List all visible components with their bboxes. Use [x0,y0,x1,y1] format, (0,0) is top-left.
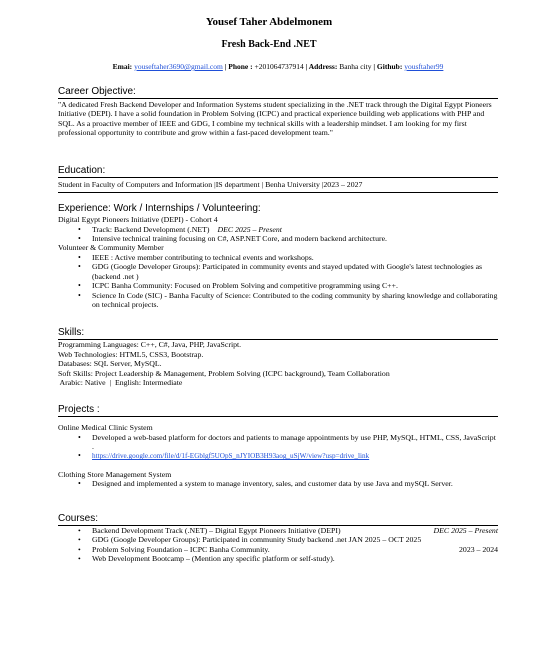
project-name-clinic: Online Medical Clinic System [58,423,153,432]
email-label: Emai: [112,62,133,71]
skills-section [58,327,498,388]
project-desc-clothing: • Designed and implemented a system to manage inventory, sales, and customer data by use Java and mySQL Server. [58,479,498,488]
course-date-icpc: 2023 – 2024 [459,544,498,554]
address-value: Banha city [339,62,372,71]
skills-line-languages-spoken: Arabic: Native | English: Intermediate [58,378,183,388]
skills-line-soft: Soft Skills: Project Leadership & Management, Problem Solving (ICPC background), Team Collaboration [58,368,390,378]
course-item-bootcamp: • Web Development Bootcamp – (Mention any specific platform or self-study). [58,554,498,563]
course-item-icpc: • Problem Solving Foundation – ICPC Banha Community. 2023 – 2024 [58,545,498,554]
education-section [58,165,498,193]
objective-heading: Career Objective: [58,86,136,97]
experience-section [58,203,498,309]
project-link-clinic[interactable]: https://drive.google.com/file/d/1f-EGblgf5UOpS_nJYIOB3H93aog_uSjW/view?usp=drive_link [92,452,370,461]
experience-heading: Experience: Work / Internships / Volunteering: [58,203,261,214]
objective-text: "A dedicated Fresh Backend Developer and Information Systems student specializing in the .NET track through the Digital Egypt Pioneers Initiative (DEPI). I have a solid foundation in Problem Solving (ICPC) and practical experience building web applications with PHP and SQL. As a proactive member of IEEE and GDG, I combine my technical skills with a leadership mindset. I am looking for my first professional opportunity to contribute and grow within a fast-paced development team." [58,100,492,138]
projects-heading: Projects : [58,404,100,415]
skills-line-databases: Databases: SQL Server, MySQL. [58,359,162,369]
candidate-name: Yousef Taher Abdelmonem [205,16,333,28]
experience-item-sic: • Science In Code (SIC) - Banha Faculty of Science: Contributed to the coding community by sharing knowledge and collaborating on technical projects. [58,291,498,310]
email-link[interactable]: youseftaher3690@gmail.com [134,62,223,71]
experience-org-depi: Digital Egypt Pioneers Initiative (DEPI) - Cohort 4 [58,215,218,224]
skills-heading: Skills: [58,327,85,338]
experience-item-ieee: • IEEE : Active member contributing to technical events and workshops. [58,253,498,262]
course-item-depi: • Backend Development Track (.NET) – Digital Egypt Pioneers Initiative (DEPI) DEC 2025 – Present [58,526,498,535]
contact-line: Emai: youseftaher3690@gmail.com | Phone : +201064737914 | Address: Banha city | Github: yousftaher99 [112,62,444,71]
education-line: Student in Faculty of Computers and Information |IS department | Benha University |2023 – 2027 [58,180,363,189]
experience-item-track: • Track: Backend Development (.NET) DEC 2025 – Present [58,225,498,234]
projects-section [58,404,498,489]
job-title: Fresh Back-End .NET [221,39,317,50]
project-name-clothing: Clothing Store Management System [58,469,172,479]
skills-line-languages: Programming Languages: C++, C#, Java, PHP, JavaScript. [58,340,242,349]
course-item-gdg: • GDG (Google Developer Groups): Participated in community Study backend .net JAN 2025 – OCT 2025 [58,535,498,544]
courses-section [58,513,498,564]
course-date-depi: DEC 2025 – Present [433,526,498,535]
github-link[interactable]: yousftaher99 [404,62,444,71]
experience-track-date: DEC 2025 – Present [217,224,282,234]
experience-item-gdg: • GDG (Google Developer Groups): Participated in community events and stayed updated with Google's latest technologies as (backend .net ) [58,262,498,281]
experience-org-volunteer: Volunteer & Community Member [58,243,164,253]
skills-line-web: Web Technologies: HTML5, CSS3, Bootstrap. [58,349,204,359]
objective-section [58,86,498,138]
education-heading: Education: [58,165,106,176]
phone-label: Phone : [228,62,253,71]
project-link-item [58,451,498,461]
experience-item-icpc: • ICPC Banha Community: Focused on Problem Solving and competitive programming using C++. [58,281,498,290]
project-desc-clinic: • Developed a web-based platform for doctors and patients to manage appointments by use PHP, MySQL, HTML, CSS, JavaScript . [58,433,498,452]
courses-heading: Courses: [58,513,99,524]
experience-item-training: • Intensive technical training focusing on C#, ASP.NET Core, and modern backend architecture. [58,234,498,243]
address-label: Address: [308,62,338,71]
phone-value: +201064737914 [254,62,304,71]
github-label: Github: [376,62,403,71]
